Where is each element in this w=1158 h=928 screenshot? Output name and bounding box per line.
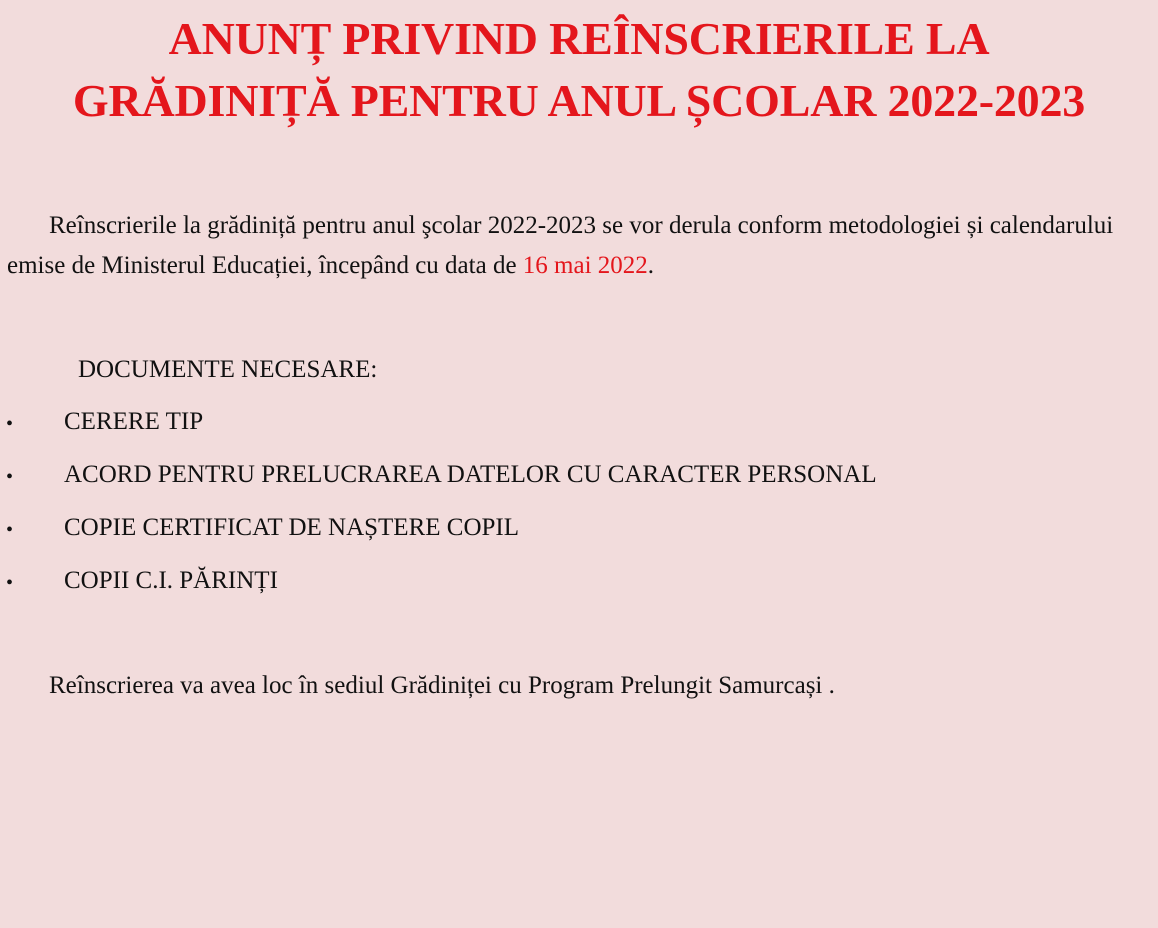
announcement-title <box>0 8 1158 132</box>
bullet-icon: • <box>6 466 14 488</box>
intro-paragraph <box>7 206 1158 286</box>
document-label: COPII C.I. PĂRINȚI <box>64 567 278 594</box>
intro-text: Reînscrierile la grădiniță pentru anul şcolar 2022-2023 se vor derula conform metodologiei și calendarului emise de Ministerul Educației, începând cu data de <box>7 212 1114 279</box>
location-paragraph: Reînscrierea va avea loc în sediul Grădiniței cu Program Prelungit Samurcași . <box>49 672 835 699</box>
document-label: COPIE CERTIFICAT DE NAȘTERE COPIL <box>64 514 520 541</box>
bullet-icon: • <box>6 519 14 541</box>
title-line-2: GRĂDINIȚĂ PENTRU ANUL ȘCOLAR 2022-2023 <box>72 75 1086 126</box>
bullet-icon: • <box>6 413 14 435</box>
document-label: ACORD PENTRU PRELUCRAREA DATELOR CU CARACTER PERSONAL <box>64 461 877 488</box>
document-label: CERERE TIP <box>64 408 204 435</box>
intro-end: . <box>647 252 655 279</box>
documents-heading: DOCUMENTE NECESARE: <box>78 356 378 383</box>
start-date: 16 mai 2022 <box>522 252 648 279</box>
title-line-1: ANUNȚ PRIVIND REÎNSCRIERILE LA <box>168 13 990 64</box>
bullet-icon: • <box>6 572 14 594</box>
